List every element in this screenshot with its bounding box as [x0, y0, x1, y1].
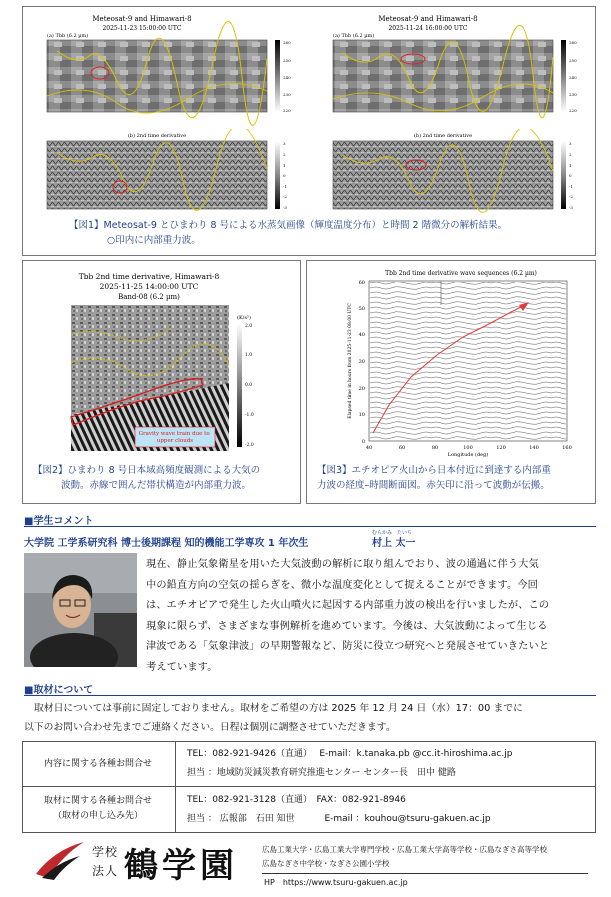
wave-traces — [370, 282, 566, 440]
colorbar-tick: 3 — [283, 141, 286, 146]
x-axis-label: Longitude (deg) — [447, 452, 489, 457]
y-tick-label: 20 — [358, 386, 365, 392]
colorbar-tick: 250 — [283, 58, 291, 63]
colorbar — [561, 40, 566, 112]
colorbar-tick: 1 — [283, 163, 286, 168]
colorbar — [275, 40, 280, 112]
derivative-image — [333, 141, 553, 209]
section-heading-comment: ■学生コメント — [24, 516, 94, 527]
fig1-panel-b2 — [313, 129, 591, 213]
figure-1-box — [22, 6, 596, 256]
student-affiliation: 大学院 工学系研究科 博士後期課程 知的機能工学専攻 1 年次生 — [24, 538, 309, 549]
y-ticks — [359, 280, 365, 445]
fig1-panel-b1 — [27, 129, 305, 213]
annotation-line: Gravity wave train due to — [138, 431, 210, 437]
logo-small-1: 学校 — [92, 845, 119, 859]
y-tick-label: 30 — [358, 359, 365, 365]
x-tick-label: 140 — [529, 445, 539, 451]
interview-text: 取材日については事前に固定しておりません。取材をご希望の方は 2025 年 12 月 24 日（水）17：00 までに 以下のお問い合わせ先までご連絡ください。日程は個別に調整させていただきます。 — [24, 703, 523, 733]
x-tick-label: 100 — [463, 445, 473, 451]
contact-label-sub: （取材の申し込み先） — [52, 811, 143, 821]
satellite-image — [333, 40, 553, 112]
fig2-caption: 【図2】ひまわり 8 号日本域高頻度観測による大気の 波動。赤線で囲んだ帯状構造が内部重力波。 — [33, 465, 261, 491]
colorbar-tick: 250 — [569, 58, 577, 63]
interview-rule — [24, 695, 596, 696]
y-tick-label: 0 — [361, 439, 365, 445]
colorbar-tick: 1.0 — [245, 353, 253, 358]
colorbar-unit: (K/s²) — [237, 315, 251, 321]
contact-table — [22, 741, 596, 833]
x-tick-label: 160 — [562, 445, 572, 451]
y-tick-label: 60 — [358, 280, 365, 286]
satellite-image — [47, 40, 267, 112]
comment-body: 現在、静止気象衛星を用いた大気波動の解析に取り組んでおり、波の通過に伴う大気 中の鉛直方向の空気の揺らぎを、微小な温度変化として捉えることができます。今回 は、エチオピアで発生した火山噴火に起因する内部重力波の検出を行いましたが、この 現象に限らず、さまざまな事例解析を進めています。今後は、大気波動によって生じる 津波である「気象津波」の早期警報など、防災に役立つ研究へと発展させていきたいと 考えています。 — [146, 559, 550, 673]
fig1-panel-date: 2025-11-23 15:00:00 UTC — [102, 25, 182, 32]
annotation-box — [135, 427, 215, 447]
colorbar-tick: 220 — [569, 108, 577, 113]
footer-rule — [262, 873, 588, 874]
colorbar-tick: 0.0 — [245, 383, 253, 388]
fig2-band: Band-08 (6.2 µm) — [118, 293, 180, 301]
y-tick-label: 40 — [358, 332, 365, 338]
fig1-panel-sub: (a) Tbb (6.2 µm) — [333, 33, 375, 39]
colorbar-tick: 2 — [569, 152, 572, 157]
fig1-panel-title: Meteosat-9 and Himawari-8 — [378, 15, 478, 23]
contact-label: 取材に関する各種お問合せ — [43, 796, 152, 806]
student-name: 村上 太一 — [372, 538, 416, 549]
fig1-panel-date: 2025-11-24 16:00:00 UTC — [388, 25, 468, 32]
colorbar-tick: -1 — [569, 184, 573, 189]
colorbar-tick: 230 — [283, 92, 291, 97]
contact-line: 担当 ：地域防災減災教育研究推進センター センター長 田中 健路 — [187, 768, 456, 778]
school-list: 広島工業大学・広島工業大学専門学校・広島工業大学高等学校・広島なぎさ高等学校 広島なぎさ中学校・なぎさ公園小学校 — [262, 845, 547, 868]
contact-label: 内容に関する各種お問合せ — [43, 759, 152, 769]
fig3-caption: 【図3】エチオピア火山から日本付近に到達する内部重 力波の経度–時間断面図。赤矢印に沿って波動が伝搬。 — [317, 465, 551, 491]
figure-3-box — [306, 260, 596, 504]
fig2-title: Tbb 2nd time derivative, Himawari-8 — [78, 272, 220, 281]
derivative-image — [47, 141, 267, 209]
comment-rule — [24, 526, 596, 527]
homepage-link[interactable]: HP https://www.tsuru-gakuen.ac.jp — [264, 878, 408, 887]
colorbar-tick: -3 — [569, 205, 573, 210]
fig1-panel-a2 — [313, 11, 591, 127]
fig3-chart — [311, 265, 593, 457]
colorbar-tick: 220 — [283, 108, 291, 113]
contact-line[interactable]: TEL：082-921-3128（直通） FAX：082-921-8946 — [187, 795, 406, 805]
logo-name: 鶴学園 — [124, 846, 238, 886]
colorbar — [561, 141, 566, 209]
x-tick-label: 80 — [431, 445, 439, 451]
logo-mark — [34, 840, 86, 880]
y-axis-label: Elapsed time in hours from 2025-11-23 08:00 UTC — [348, 303, 353, 419]
colorbar-tick: -3 — [283, 205, 287, 210]
x-ticks — [366, 445, 572, 451]
colorbar-tick: -1 — [283, 184, 287, 189]
y-tick-label: 50 — [358, 306, 365, 312]
fig1-panel-title: Meteosat-9 and Himawari-8 — [92, 15, 192, 23]
colorbar-tick: -2.0 — [245, 443, 254, 448]
fig1-panel-a1 — [27, 11, 305, 127]
fig1-caption: 【図1】Meteosat-9 とひまわり 8 号による水蒸気画像（輝度温度分布）と時間 2 階微分の解析結果。 ○印内に内部重力波。 — [69, 220, 508, 246]
colorbar-tick: 230 — [569, 92, 577, 97]
annotation-line: upper clouds — [156, 438, 194, 444]
colorbar-tick: -2 — [283, 194, 287, 199]
figure-2-box — [22, 260, 301, 504]
contact-line[interactable]: 担当 ： 広報部 石田 知世 E-mail ：kouhou@tsuru-gakuen.ac.jp — [187, 814, 491, 824]
x-tick-label: 120 — [496, 445, 506, 451]
colorbar-tick: 240 — [283, 75, 291, 80]
colorbar-tick: 2 — [283, 152, 286, 157]
fig1-panel-sub: (b) 2nd time derivative — [413, 133, 473, 139]
colorbar-tick: 0 — [283, 173, 286, 178]
colorbar-tick: 240 — [569, 75, 577, 80]
colorbar-tick: 1 — [569, 163, 572, 168]
colorbar-tick: 0 — [569, 173, 572, 178]
student-photo — [24, 553, 137, 667]
contact-row — [23, 742, 595, 787]
colorbar — [275, 141, 280, 209]
x-tick-label: 60 — [398, 445, 406, 451]
logo-small-2: 法人 — [92, 864, 119, 878]
fig1-panel-sub: (a) Tbb (6.2 µm) — [47, 33, 89, 39]
fig1-panel-sub: (b) 2nd time derivative — [127, 133, 187, 139]
colorbar-tick: -1.0 — [245, 413, 254, 418]
fig2-date: 2025-11-25 14:00:00 UTC — [99, 282, 199, 291]
section-heading-interview: ■取材について — [24, 685, 94, 696]
fig3-title: Tbb 2nd time derivative wave sequences (6.2 µm) — [385, 270, 537, 277]
x-tick-label: 40 — [365, 445, 373, 451]
colorbar — [237, 323, 242, 447]
colorbar-tick: -2 — [569, 194, 573, 199]
contact-row — [23, 787, 595, 832]
fig2-image — [31, 265, 293, 457]
y-tick-label: 10 — [358, 412, 365, 418]
colorbar-tick: 260 — [283, 40, 291, 45]
contact-line[interactable]: TEL：082-921-9426（直通） E-mail：k.tanaka.pb @cc.it-hiroshima.ac.jp — [187, 749, 513, 759]
student-name-ruby: むらかみ たいち — [372, 530, 413, 536]
colorbar-tick: 3 — [569, 141, 572, 146]
colorbar-tick: 2.0 — [245, 324, 253, 329]
colorbar-tick: 260 — [569, 40, 577, 45]
